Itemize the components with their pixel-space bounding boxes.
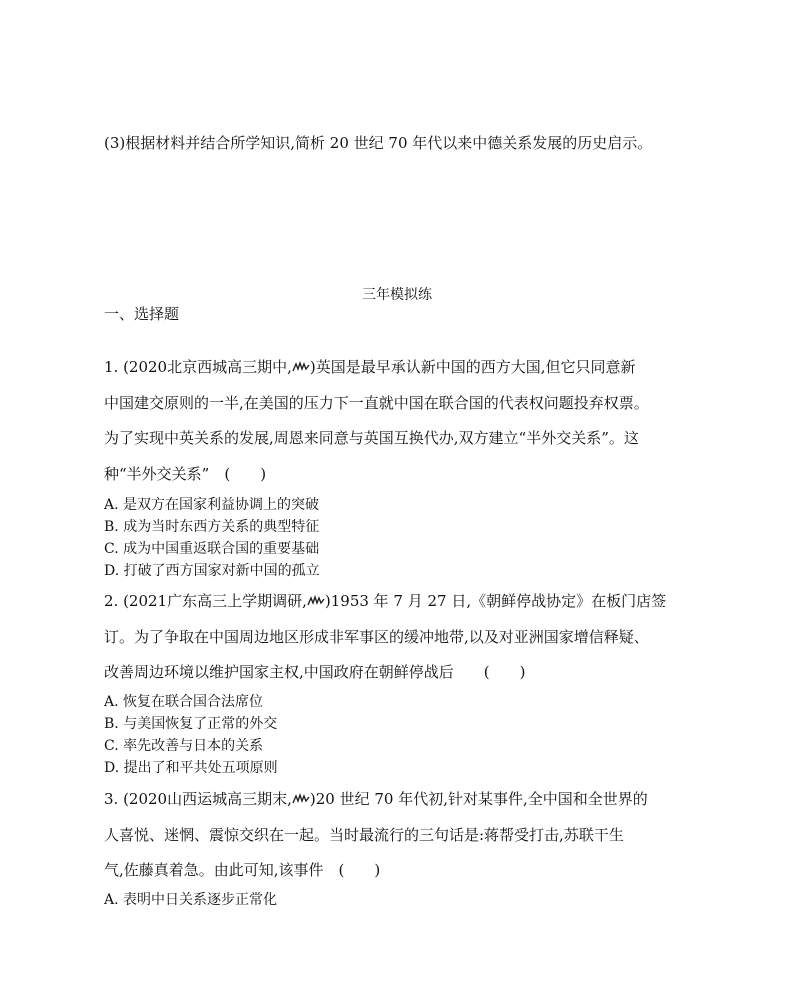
question-3-source: 3. (2020山西运城高三期末, (104, 790, 292, 808)
question-1-option-c[interactable]: C. 成为中国重返联合国的重要基础 (104, 541, 320, 557)
question-2-option-a[interactable]: A. 恢复在联合国合法席位 (104, 694, 264, 710)
question-1-line-3: 为了实现中英关系的发展,周恩来同意与英国互换代办,双方建立“半外交关系”。这 (104, 429, 639, 447)
question-2-line-2: 订。为了争取在中国周边地区形成非军事区的缓冲地带,以及对亚洲国家增信释疑、 (104, 628, 649, 646)
question-2-option-b[interactable]: B. 与美国恢复了正常的外交 (104, 716, 278, 732)
question-1-source: 1. (2020北京西城高三期中, (104, 358, 292, 376)
question-3-line-3: 气,佐藤真着急。由此可知,该事件 ( ) (104, 861, 381, 879)
question-2-option-c[interactable]: C. 率先改善与日本的关系 (104, 738, 264, 754)
question-2-text-1: )1953 年 7 月 27 日,《朝鲜停战协定》在板门店签 (324, 592, 667, 610)
question-3-line-2: 人喜悦、迷惘、震惊交织在一起。当时最流行的三句话是:蒋帮受打击,苏联干生 (104, 826, 624, 844)
question-2-option-d[interactable]: D. 提出了和平共处五项原则 (104, 760, 278, 776)
difficulty-star-icon (307, 595, 325, 607)
question-3-text-1: )20 世纪 70 年代初,针对某事件,全中国和全世界的 (309, 790, 648, 808)
question-3-line-1 (104, 790, 648, 808)
question-3-option-a[interactable]: A. 表明中日关系逐步正常化 (104, 892, 278, 908)
section-heading: 一、选择题 (104, 305, 180, 323)
difficulty-star-icon (292, 361, 310, 373)
question-1-option-d[interactable]: D. 打破了西方国家对新中国的孤立 (104, 563, 320, 579)
difficulty-star-icon (292, 793, 310, 805)
question-2-line-3: 改善周边环境以维护国家主权,中国政府在朝鲜停战后 ( ) (104, 663, 526, 681)
question-2-source: 2. (2021广东高三上学期调研, (104, 592, 307, 610)
sub-question-3: (3)根据材料并结合所学知识,简析 20 世纪 70 年代以来中德关系发展的历史启示。 (104, 134, 653, 152)
question-1-option-b[interactable]: B. 成为当时东西方关系的典型特征 (104, 519, 320, 535)
section-title: 三年模拟练 (362, 287, 432, 303)
question-1-line-1 (104, 358, 636, 376)
question-2-line-1 (104, 592, 666, 610)
question-1-option-a[interactable]: A. 是双方在国家利益协调上的突破 (104, 497, 320, 513)
question-1-line-2: 中国建交原则的一半,在美国的压力下一直就中国在联合国的代表权问题投弃权票。 (104, 394, 649, 412)
question-1-line-4: 种“半外交关系” ( ) (104, 465, 267, 483)
question-1-text-1: )英国是最早承认新中国的西方大国,但它只同意新 (309, 358, 636, 376)
